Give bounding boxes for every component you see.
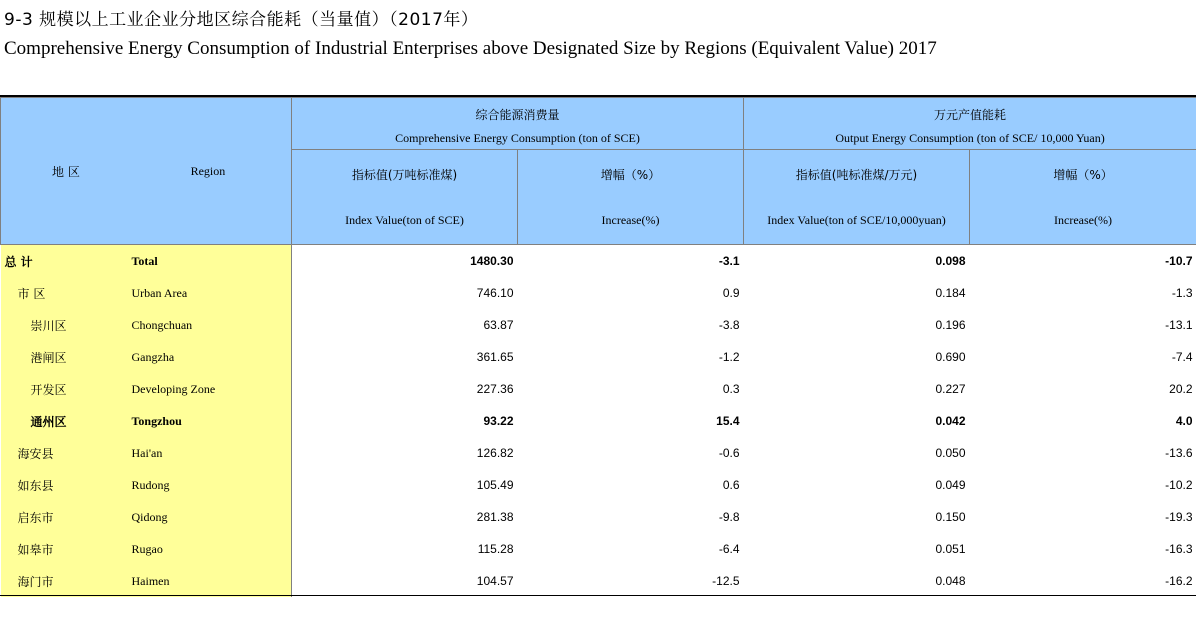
region-en: Chongchuan	[131, 309, 292, 341]
table-bottom-rule	[0, 595, 1196, 596]
cell-increase-2: -10.7	[1165, 254, 1193, 268]
cell-increase-1: 0.6	[722, 478, 740, 492]
region-cn: 港闸区	[1, 341, 131, 373]
cell-index-value-2: 0.227	[935, 382, 966, 396]
group-header-en: Comprehensive Energy Consumption (ton of SCE)	[395, 130, 640, 145]
subheader-increase-2	[970, 150, 1196, 245]
region-cn: 通州区	[1, 405, 131, 437]
region-en: Haimen	[131, 565, 292, 597]
region-en: Qidong	[131, 501, 292, 533]
cell-increase-1: -0.6	[718, 446, 740, 460]
cell-index-value-1: 104.57	[476, 574, 514, 588]
group-header-consumption	[292, 98, 744, 150]
region-cn: 市 区	[1, 277, 131, 309]
region-cn: 如东县	[1, 469, 131, 501]
cell-increase-1: 15.4	[716, 414, 740, 428]
region-en: Rugao	[131, 533, 292, 565]
cell-increase-1: -1.2	[718, 350, 740, 364]
cell-index-value-1: 115.28	[477, 542, 514, 556]
subheader-cn: 增幅（%）	[1053, 168, 1113, 182]
subheader-en: Index Value(ton of SCE/10,000yuan)	[767, 213, 946, 227]
cell-index-value-2: 0.098	[935, 254, 966, 268]
region-en: Developing Zone	[131, 373, 292, 405]
subheader-en: Index Value(ton of SCE)	[345, 213, 464, 227]
cell-increase-1: -3.1	[718, 254, 740, 268]
region-en: Urban Area	[131, 277, 292, 309]
group-header-cn: 万元产值能耗	[934, 107, 1007, 122]
cell-increase-1: 0.3	[722, 382, 740, 396]
table-row	[1, 277, 1196, 309]
cell-index-value-1: 126.82	[476, 446, 514, 460]
table-row	[1, 309, 1196, 341]
table-row	[1, 405, 1196, 437]
cell-index-value-2: 0.048	[935, 574, 966, 588]
region-en: Gangzha	[131, 341, 292, 373]
table-row	[1, 341, 1196, 373]
region-header	[1, 98, 292, 245]
cell-index-value-2: 0.051	[935, 542, 966, 556]
subheader-cn: 指标值(吨标准煤/万元)	[795, 168, 918, 182]
page-title-cn: 9-3 规模以上工业企业分地区综合能耗（当量值）（2017年）	[4, 10, 479, 30]
cell-increase-2: -10.2	[1165, 478, 1193, 492]
table-row	[1, 373, 1196, 405]
table-row	[1, 469, 1196, 501]
region-en: Rudong	[131, 469, 292, 501]
region-header-cn: 地 区	[52, 164, 80, 179]
cell-index-value-2: 0.049	[935, 478, 966, 492]
table-header	[1, 98, 1196, 245]
cell-increase-1: -3.8	[718, 318, 740, 332]
table-body	[1, 245, 1196, 598]
cell-increase-2: -13.6	[1165, 446, 1193, 460]
cell-increase-1: -12.5	[712, 574, 740, 588]
subheader-cn: 指标值(万吨标准煤)	[351, 168, 458, 182]
cell-index-value-1: 361.65	[476, 350, 514, 364]
page-title-en: Comprehensive Energy Consumption of Industrial Enterprises above Designated Size by Regions (Equivalent Value) 2017	[4, 38, 937, 59]
cell-increase-2: -7.4	[1171, 350, 1193, 364]
cell-index-value-1: 93.22	[483, 414, 514, 428]
region-en: Tongzhou	[131, 405, 292, 437]
region-en: Total	[131, 245, 292, 278]
cell-increase-2: -1.3	[1171, 286, 1193, 300]
cell-index-value-1: 63.87	[483, 318, 514, 332]
table-row	[1, 437, 1196, 469]
cell-increase-2: -16.2	[1165, 574, 1193, 588]
region-en: Hai'an	[131, 437, 292, 469]
subheader-index-value-1	[292, 150, 518, 245]
cell-index-value-1: 105.49	[476, 478, 514, 492]
region-header-en: Region	[190, 163, 226, 178]
cell-increase-1: 0.9	[722, 286, 740, 300]
region-cn: 总 计	[1, 245, 131, 278]
region-cn: 开发区	[1, 373, 131, 405]
cell-index-value-1: 746.10	[476, 286, 514, 300]
subheader-en: Increase(%)	[1054, 213, 1112, 227]
region-cn: 崇川区	[1, 309, 131, 341]
region-cn: 如皋市	[1, 533, 131, 565]
subheader-index-value-2	[744, 150, 970, 245]
subheader-cn: 增幅（%）	[600, 168, 661, 182]
region-cn: 海安县	[1, 437, 131, 469]
cell-increase-2: -19.3	[1165, 510, 1193, 524]
table-row	[1, 245, 1196, 278]
table-row	[1, 565, 1196, 597]
subheader-increase-1	[518, 150, 744, 245]
cell-index-value-2: 0.042	[935, 414, 966, 428]
cell-index-value-1: 227.36	[476, 382, 514, 396]
cell-index-value-1: 1480.30	[470, 254, 514, 268]
cell-increase-2: 4.0	[1175, 414, 1193, 428]
group-header-en: Output Energy Consumption (ton of SCE/ 10,000 Yuan)	[835, 130, 1105, 145]
energy-table	[0, 97, 1196, 597]
group-header-cn: 综合能源消费量	[475, 107, 560, 122]
group-header-output-consumption	[744, 98, 1196, 150]
cell-increase-2: -13.1	[1165, 318, 1193, 332]
region-cn: 启东市	[1, 501, 131, 533]
region-cn: 海门市	[1, 565, 131, 597]
table-row	[1, 501, 1196, 533]
subheader-en: Increase(%)	[601, 213, 660, 227]
cell-index-value-2: 0.050	[935, 446, 966, 460]
cell-increase-2: -16.3	[1165, 542, 1193, 556]
cell-index-value-1: 281.38	[476, 510, 514, 524]
cell-index-value-2: 0.196	[935, 318, 966, 332]
cell-increase-1: -9.8	[718, 510, 740, 524]
table-row	[1, 533, 1196, 565]
cell-index-value-2: 0.150	[935, 510, 966, 524]
cell-increase-1: -6.4	[718, 542, 740, 556]
cell-index-value-2: 0.184	[935, 286, 966, 300]
cell-index-value-2: 0.690	[935, 350, 966, 364]
cell-increase-2: 20.2	[1169, 382, 1193, 396]
